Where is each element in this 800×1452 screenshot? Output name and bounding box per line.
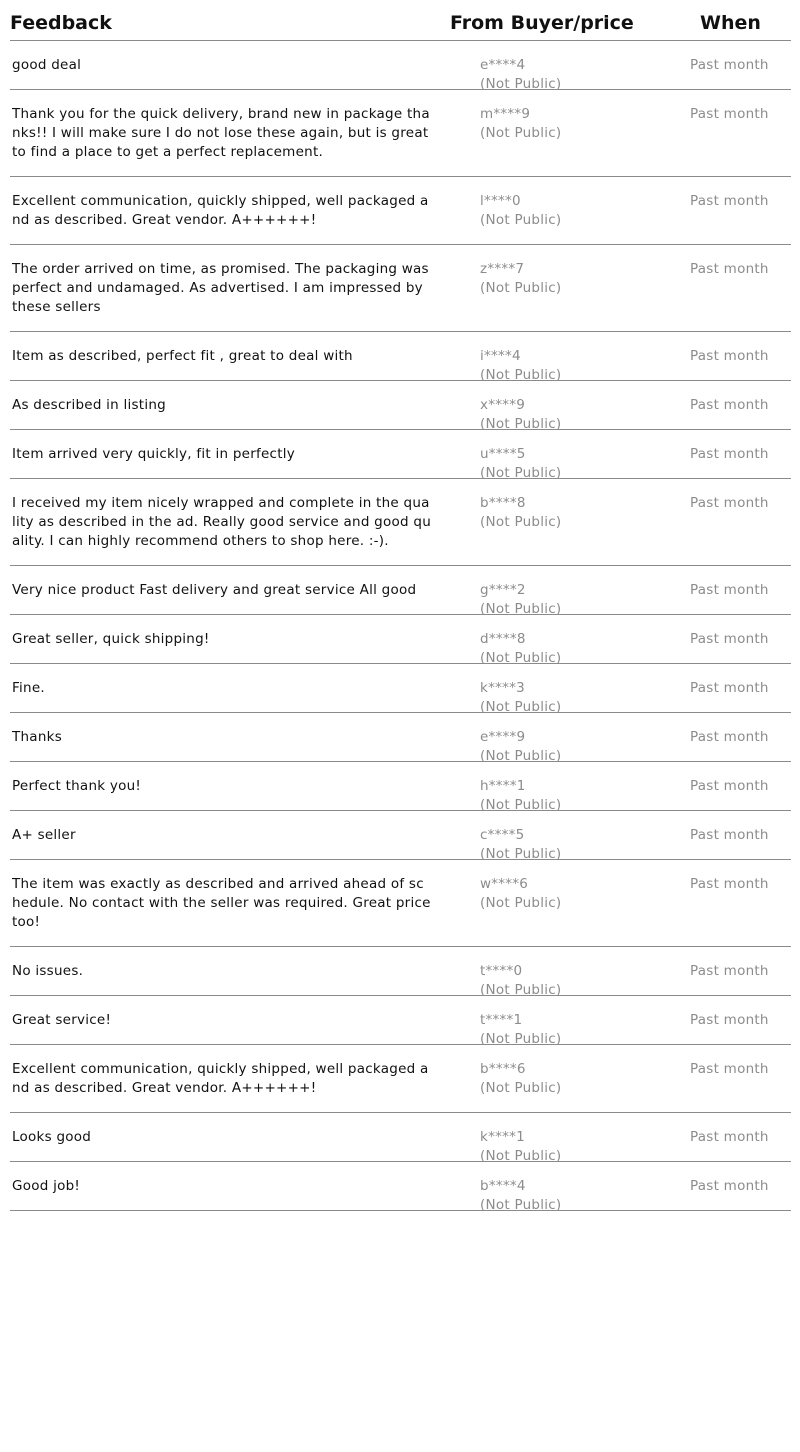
when-cell: Past month <box>690 446 769 462</box>
buyer-price: (Not Public) <box>480 465 562 481</box>
buyer-name: z****7 <box>480 261 525 277</box>
buyer-name: e****9 <box>480 729 526 745</box>
when-cell: Past month <box>690 827 769 843</box>
table-row <box>10 41 791 90</box>
buyer-name: x****9 <box>480 397 526 413</box>
buyer-name: k****3 <box>480 680 525 696</box>
buyer-cell <box>480 630 561 668</box>
when-cell: Past month <box>690 57 769 73</box>
feedback-column-header: Feedback <box>10 12 112 34</box>
table-row <box>10 479 791 566</box>
feedback-comment: Thank you for the quick delivery, brand new in package thanks!! I will make sure I do not lose these again, but is great to find a place to get a perfect replacement. <box>12 106 430 160</box>
when-column-header: When <box>700 12 761 34</box>
buyer-cell <box>480 1011 561 1049</box>
buyer-name: u****5 <box>480 446 526 462</box>
feedback-comment: Very nice product Fast delivery and great service All good <box>12 582 417 598</box>
buyer-cell <box>480 1060 561 1098</box>
when-cell: Past month <box>690 1129 769 1145</box>
when-cell: Past month <box>690 348 769 364</box>
when-cell: Past month <box>690 778 769 794</box>
table-row <box>10 430 791 479</box>
buyer-name: b****6 <box>480 1061 526 1077</box>
buyer-cell <box>480 396 561 434</box>
table-row <box>10 860 791 947</box>
feedback-rows <box>10 41 791 1211</box>
buyer-cell <box>480 192 561 230</box>
buyer-cell <box>480 962 561 1000</box>
when-cell: Past month <box>690 261 769 277</box>
buyer-price: (Not Public) <box>480 601 562 617</box>
buyer-price: (Not Public) <box>480 125 562 141</box>
table-row <box>10 947 791 996</box>
feedback-comment: The item was exactly as described and arrived ahead of schedule. No contact with the seller was required. Great price too! <box>12 876 431 930</box>
buyer-cell <box>480 679 561 717</box>
buyer-price: (Not Public) <box>480 699 562 715</box>
buyer-price: (Not Public) <box>480 1080 562 1096</box>
buyer-cell <box>480 347 561 385</box>
buyer-price: (Not Public) <box>480 76 562 92</box>
feedback-comment: As described in listing <box>12 397 166 413</box>
when-cell: Past month <box>690 963 769 979</box>
buyer-price: (Not Public) <box>480 212 562 228</box>
feedback-comment: Great seller, quick shipping! <box>12 631 210 647</box>
buyer-price: (Not Public) <box>480 1148 562 1164</box>
buyer-name: b****4 <box>480 1178 526 1194</box>
buyer-cell <box>480 777 561 815</box>
when-cell: Past month <box>690 876 769 892</box>
feedback-comment: Thanks <box>12 729 62 745</box>
buyer-name: w****6 <box>480 876 529 892</box>
buyer-name: m****9 <box>480 106 531 122</box>
when-cell: Past month <box>690 106 769 122</box>
buyer-name: i****4 <box>480 348 521 364</box>
table-row <box>10 381 791 430</box>
feedback-comment: Excellent communication, quickly shipped, well packaged and as described. Great vendor. A++++++! <box>12 193 429 228</box>
buyer-cell <box>480 494 561 532</box>
feedback-comment: I received my item nicely wrapped and complete in the quality as described in the ad. Really good service and good quality. I can highly recommend others to shop here. :-). <box>12 495 432 549</box>
buyer-cell <box>480 1177 561 1215</box>
buyer-cell <box>480 445 561 483</box>
when-cell: Past month <box>690 495 769 511</box>
buyer-price: (Not Public) <box>480 982 562 998</box>
table-row <box>10 811 791 860</box>
buyer-cell <box>480 728 561 766</box>
buyer-name: c****5 <box>480 827 525 843</box>
table-row <box>10 615 791 664</box>
table-row <box>10 245 791 332</box>
when-cell: Past month <box>690 193 769 209</box>
feedback-comment: Looks good <box>12 1129 92 1145</box>
buyer-cell <box>480 826 561 864</box>
buyer-price: (Not Public) <box>480 416 562 432</box>
buyer-name: t****1 <box>480 1012 523 1028</box>
buyer-price: (Not Public) <box>480 367 562 383</box>
table-row <box>10 1045 791 1113</box>
feedback-comment: No issues. <box>12 963 84 979</box>
buyer-name: e****4 <box>480 57 526 73</box>
when-cell: Past month <box>690 631 769 647</box>
buyer-price: (Not Public) <box>480 1197 562 1213</box>
feedback-comment: Excellent communication, quickly shipped, well packaged and as described. Great vendor. A++++++! <box>12 1061 429 1096</box>
when-cell: Past month <box>690 1061 769 1077</box>
feedback-comment: Fine. <box>12 680 45 696</box>
feedback-comment: Perfect thank you! <box>12 778 142 794</box>
buyer-name: d****8 <box>480 631 526 647</box>
buyer-price: (Not Public) <box>480 748 562 764</box>
buyer-cell <box>480 875 561 913</box>
when-cell: Past month <box>690 680 769 696</box>
buyer-price: (Not Public) <box>480 846 562 862</box>
when-cell: Past month <box>690 1178 769 1194</box>
table-row <box>10 713 791 762</box>
buyer-name: h****1 <box>480 778 526 794</box>
feedback-comment: good deal <box>12 57 82 73</box>
table-row <box>10 90 791 177</box>
feedback-comment: A+ seller <box>12 827 76 843</box>
buyer-name: g****2 <box>480 582 526 598</box>
buyer-cell <box>480 1128 561 1166</box>
table-row <box>10 762 791 811</box>
buyer-price-column-header: From Buyer/price <box>450 12 634 34</box>
buyer-price: (Not Public) <box>480 895 562 911</box>
buyer-name: b****8 <box>480 495 526 511</box>
buyer-name: l****0 <box>480 193 521 209</box>
buyer-cell <box>480 260 561 298</box>
when-cell: Past month <box>690 582 769 598</box>
buyer-price: (Not Public) <box>480 797 562 813</box>
table-row <box>10 566 791 615</box>
when-cell: Past month <box>690 729 769 745</box>
when-cell: Past month <box>690 397 769 413</box>
buyer-price: (Not Public) <box>480 280 562 296</box>
table-row <box>10 1162 791 1211</box>
feedback-comment: Great service! <box>12 1012 112 1028</box>
feedback-comment: Good job! <box>12 1178 81 1194</box>
feedback-table <box>10 0 791 1211</box>
buyer-cell <box>480 56 561 94</box>
buyer-price: (Not Public) <box>480 1031 562 1047</box>
feedback-comment: Item arrived very quickly, fit in perfectly <box>12 446 296 462</box>
buyer-cell <box>480 105 561 143</box>
table-row <box>10 664 791 713</box>
table-row <box>10 1113 791 1162</box>
table-row <box>10 996 791 1045</box>
feedback-comment: The order arrived on time, as promised. The packaging was perfect and undamaged. As advertised. I am impressed by these sellers <box>12 261 429 315</box>
buyer-price: (Not Public) <box>480 650 562 666</box>
buyer-name: t****0 <box>480 963 523 979</box>
table-row <box>10 332 791 381</box>
table-row <box>10 177 791 245</box>
when-cell: Past month <box>690 1012 769 1028</box>
buyer-name: k****1 <box>480 1129 525 1145</box>
feedback-comment: Item as described, perfect fit , great to deal with <box>12 348 353 364</box>
table-header <box>10 0 791 41</box>
buyer-cell <box>480 581 561 619</box>
buyer-price: (Not Public) <box>480 514 562 530</box>
